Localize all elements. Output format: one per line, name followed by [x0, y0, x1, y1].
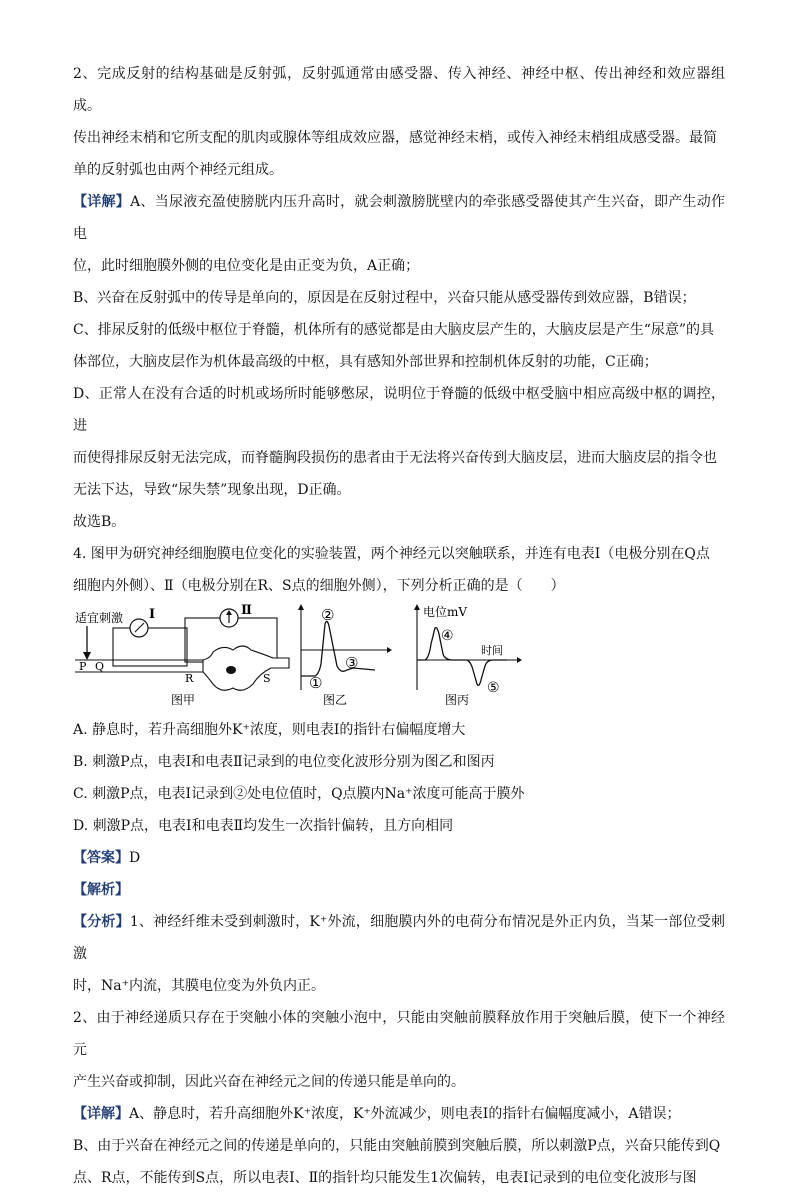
answer-line [73, 842, 725, 874]
potential-waveform-bing [409, 604, 525, 708]
option-b: B. 刺激P点，电表Ⅰ和电表Ⅱ记录到的电位变化波形分别为图乙和图丙 [73, 754, 495, 770]
paragraph: C、排尿反射的低级中枢位于脊髓，机体所有的感觉都是由大脑皮层产生的，大脑皮层是产生“尿意”的具 [73, 322, 715, 338]
answer-value: D [129, 850, 141, 866]
postsynaptic-neuron [203, 646, 289, 690]
svg-text:S: S [263, 672, 271, 685]
paragraph: 2、完成反射的结构基础是反射弧，反射弧通常由感受器、传入神经、神经中枢、传出神经和效应器组成。 [73, 66, 725, 114]
figure-caption-jia: 图甲 [171, 693, 196, 707]
stimulus-label: 适宜刺激 [75, 611, 124, 625]
paragraph: 传出神经末梢和它所支配的肌肉或腺体等组成效应器，感觉神经末梢，或传入神经末梢组成感受器。最简 [73, 130, 717, 146]
figure-caption-yi: 图乙 [323, 693, 348, 707]
figure-yi [293, 604, 393, 708]
option-a: A. 静息时，若升高细胞外K⁺浓度，则电表Ⅰ的指针右偏幅度增大 [73, 722, 466, 738]
figure-caption-bing: 图丙 [445, 693, 470, 707]
svg-text:⑤: ⑤ [487, 680, 500, 696]
svg-text:R: R [185, 672, 194, 685]
svg-text:Ⅱ: Ⅱ [241, 604, 252, 618]
svg-text:Ⅰ: Ⅰ [149, 607, 156, 622]
x-axis-label: 时间 [481, 644, 503, 657]
analysis-heading [73, 874, 725, 906]
figure-jia [73, 604, 291, 708]
paragraph: 点、R点，不能传到S点，所以电表Ⅰ、Ⅱ的指针均只能发生1次偏转，电表Ⅰ记录到的电位变化波形与图 [73, 1170, 697, 1186]
detail-tag: 【详解】 [73, 194, 131, 210]
svg-text:③: ③ [345, 654, 359, 672]
analysis-tag: 【解析】 [73, 882, 129, 898]
svg-text:P: P [79, 660, 87, 673]
waveform-line [301, 621, 375, 676]
paragraph: 【分析】1、神经纤维未受到刺激时，K⁺外流，细胞膜内外的电荷分布情况是外正内负，当某一部位受刺激 [73, 914, 725, 962]
paragraph: 故选B。 [73, 514, 126, 530]
question-stem: 4. 图甲为研究神经细胞膜电位变化的实验装置，两个神经元以突触联系，并连有电表Ⅰ（电极分别在Q点 [73, 546, 710, 562]
paragraph: B、兴奋在反射弧中的传导是单向的，原因是在反射过程中，兴奋只能从感受器传到效应器，B错误； [73, 290, 696, 306]
paragraph-text: A、当尿液充盈使膀胱内压升高时，就会刺激膀胱壁内的牵张感受器使其产生兴奋，即产生动作电 [73, 194, 726, 242]
paragraph: D、正常人在没有合适的时机或场所时能够憋尿，说明位于脊髓的低级中枢受脑中相应高级中枢的调控，进 [73, 386, 725, 434]
paragraph: 【详解】A、静息时，若升高细胞外K⁺浓度，K⁺外流减少，则电表Ⅰ的指针右偏幅度减小，A错误； [73, 1106, 681, 1122]
answer-tag: 【答案】 [73, 850, 129, 866]
svg-text:②: ② [321, 606, 335, 624]
svg-text:④: ④ [441, 628, 454, 644]
y-axis-label: 电位mV [423, 605, 468, 619]
paragraph: 无法下达，导致“尿失禁”现象出现，D正确。 [73, 482, 351, 498]
paragraph: 2、由于神经递质只存在于突触小体的突触小泡中，只能由突触前膜释放作用于突触后膜，使下一个神经元 [73, 1010, 725, 1058]
svg-text:Q: Q [95, 660, 105, 673]
paragraph: 产生兴奋或抑制，因此兴奋在神经元之间的传递只能是单向的。 [73, 1074, 465, 1090]
cell-nucleus [226, 666, 236, 674]
figure-row [73, 604, 725, 708]
neuron-apparatus-diagram [73, 604, 291, 708]
option-d: D. 刺激P点，电表Ⅰ和电表Ⅱ均发生一次指针偏转，且方向相同 [73, 818, 454, 834]
paragraph [73, 186, 725, 250]
potential-waveform-yi [293, 604, 393, 708]
svg-text:①: ① [309, 674, 323, 692]
paragraph: 时，Na⁺内流，其膜电位变为外负内正。 [73, 978, 325, 994]
figure-bing [409, 604, 525, 708]
document-page [73, 58, 725, 1194]
paragraph: B、由于兴奋在神经元之间的传递是单向的，只能由突触前膜到突触后膜，所以刺激P点，兴奋只能传到Q [73, 1138, 721, 1154]
paragraph: 单的反射弧也由两个神经元组成。 [73, 162, 283, 178]
paragraph: 而使得排尿反射无法完成，而脊髓胸段损伤的患者由于无法将兴奋传到大脑皮层，进而大脑皮层的指令也 [73, 450, 717, 466]
fenxi-tag: 【分析】 [73, 914, 130, 930]
paragraph: 位，此时细胞膜外侧的电位变化是由正变为负，A正确； [73, 258, 420, 274]
option-c: C. 刺激P点，电表Ⅰ记录到②处电位值时，Q点膜内Na⁺浓度可能高于膜外 [73, 786, 525, 802]
question-stem: 细胞内外侧）、Ⅱ（电极分别在R、S点的细胞外侧），下列分析正确的是（ ） [73, 578, 565, 594]
paragraph: 体部位，大脑皮层作为机体最高级的中枢，具有感知外部世界和控制机体反射的功能，C正确； [73, 354, 658, 370]
detail-tag: 【详解】 [73, 1106, 129, 1122]
